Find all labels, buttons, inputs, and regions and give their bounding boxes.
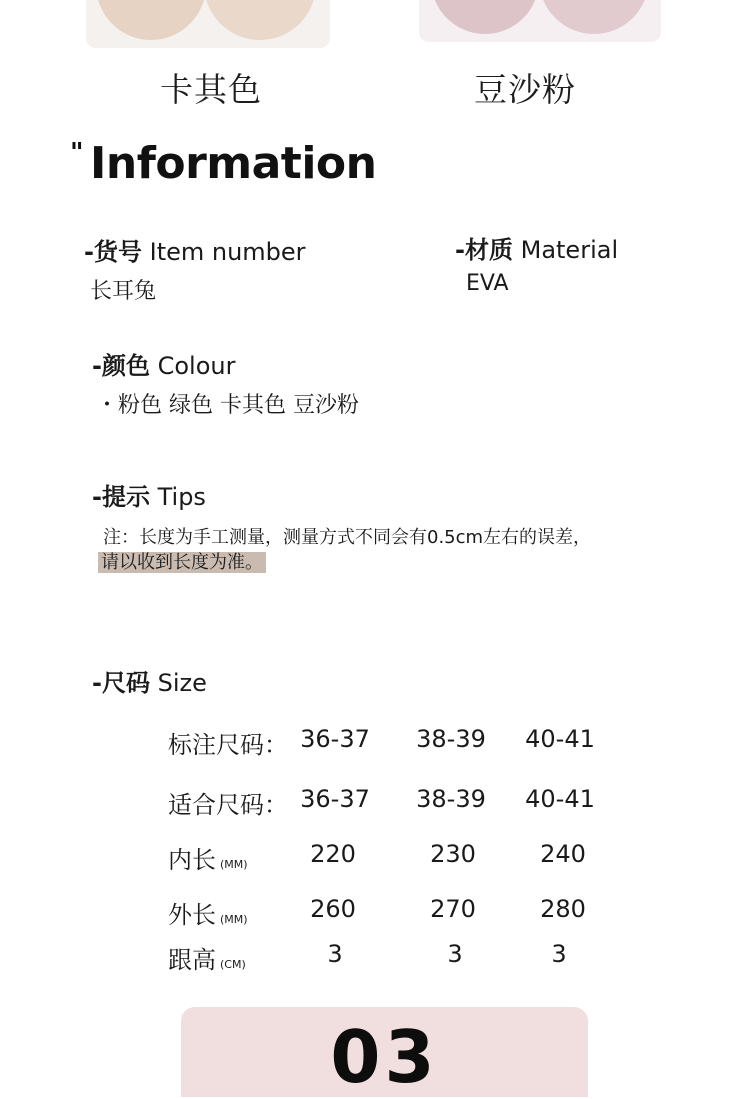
size-cell: 3: [327, 940, 343, 968]
quote-mark: ": [70, 138, 84, 168]
tips-heading: [92, 477, 206, 512]
tips-label-cn: -提示: [92, 483, 150, 511]
colour-label-en: Colour: [157, 352, 236, 380]
colour-value: ・粉色 绿色 卡其色 豆沙粉: [96, 393, 359, 418]
size-cell: 38-39: [416, 785, 486, 813]
size-cell: 40-41: [525, 725, 595, 753]
size-label-cn: -尺码: [92, 669, 150, 697]
size-cell: 36-37: [300, 785, 370, 813]
size-cell: 40-41: [525, 785, 595, 813]
tips-line-1: 注：长度为手工测量，测量方式不同会有0.5cm左右的误差，: [103, 527, 592, 548]
size-label-en: Size: [157, 669, 207, 697]
size-cell: 3: [551, 940, 567, 968]
size-heading: [92, 663, 207, 698]
size-cell: 3: [447, 940, 463, 968]
size-cell: 230: [430, 840, 476, 868]
size-cell: 36-37: [300, 725, 370, 753]
variant-label-bean-pink: 豆沙粉: [474, 70, 576, 109]
size-cell: 38-39: [416, 725, 486, 753]
size-row-label: 外长 (MM): [168, 901, 248, 929]
item-number-label-cn: -货号: [84, 238, 142, 266]
material-label-en: Material: [520, 236, 619, 264]
tips-highlight: 请以收到长度为准。: [98, 552, 266, 573]
material-label-cn: -材质: [455, 236, 513, 264]
material-heading: [455, 230, 618, 265]
tips-label-en: Tips: [157, 483, 206, 511]
size-cell: 270: [430, 895, 476, 923]
variant-label-khaki: 卡其色: [160, 70, 262, 109]
colour-heading: [92, 346, 235, 381]
product-photo-bean-pink: [419, 0, 661, 42]
section-number: 03: [330, 1015, 439, 1099]
size-cell: 280: [540, 895, 586, 923]
size-cell: 220: [310, 840, 356, 868]
item-number-heading: [84, 232, 306, 267]
tips-line-2: [98, 548, 266, 574]
information-title: Information: [90, 138, 377, 189]
product-photo-khaki: [86, 0, 330, 48]
size-cell: 240: [540, 840, 586, 868]
item-number-value: 长耳兔: [90, 279, 157, 304]
size-row-label: 标注尺码：: [168, 731, 288, 759]
section-number-panel: [181, 1007, 588, 1097]
size-row-label: 内长 (MM): [168, 846, 248, 874]
size-row-label: 适合尺码：: [168, 791, 288, 819]
size-cell: 260: [310, 895, 356, 923]
size-row-label: 跟高 (CM): [168, 946, 246, 974]
material-value: EVA: [466, 271, 509, 296]
colour-label-cn: -颜色: [92, 352, 150, 380]
item-number-label-en: Item number: [149, 238, 306, 266]
